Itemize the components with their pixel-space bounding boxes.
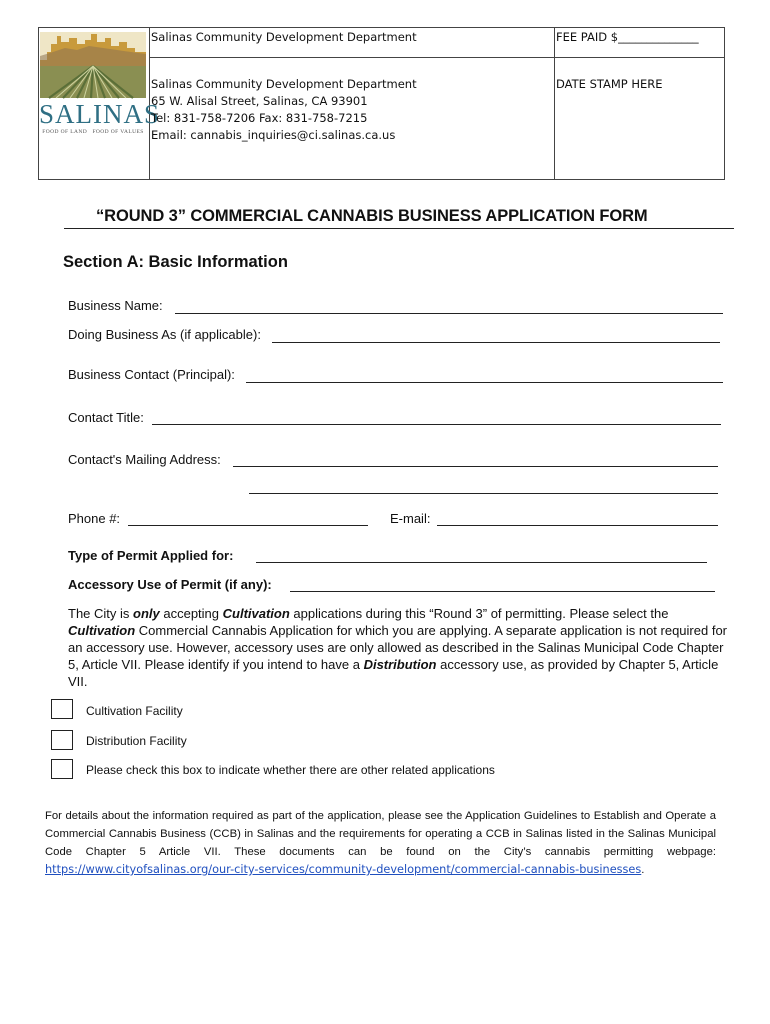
- mailing-address-input[interactable]: [233, 466, 718, 467]
- section-a-heading: Section A: Basic Information: [63, 253, 288, 271]
- dept-title: Salinas Community Development Department: [151, 30, 417, 44]
- business-name-input[interactable]: [175, 313, 723, 314]
- fee-paid: FEE PAID $______________: [556, 30, 699, 44]
- address-email: Email: cannabis_inquiries@ci.salinas.ca.us: [151, 128, 396, 142]
- logo-wordmark: SALINAS: [39, 99, 161, 129]
- business-name-label: Business Name:: [68, 298, 163, 313]
- address-street: 65 W. Alisal Street, Salinas, CA 93901: [151, 94, 368, 108]
- mailing-address-input-line2[interactable]: [249, 493, 718, 494]
- email-input[interactable]: [437, 525, 718, 526]
- footer-end: .: [641, 864, 645, 876]
- footer-text: For details about the information required as part of the application, please see the Application Guidelines to Establish and Operate a Commercial Cannabis Business (CCB) in Salinas and the requirements for operating a CCB in Salinas listed in the Salinas Municipal Code Chapter 5 Article VII. These documents can be found on the City’s cannabis permitting webpage:: [45, 810, 716, 858]
- permit-type-input[interactable]: [256, 562, 707, 563]
- cultivation-facility-checkbox[interactable]: [51, 699, 73, 719]
- header-divider-row: [149, 57, 725, 58]
- email-label: E-mail:: [390, 511, 431, 526]
- address-phones: Tel: 831-758-7206 Fax: 831-758-7215: [151, 111, 368, 125]
- phone-label: Phone #:: [68, 511, 121, 526]
- instructions-text-5: accessory use, as provided by Chapter 5, Article VII.: [68, 657, 719, 689]
- instructions-paragraph: [68, 605, 730, 690]
- instructions-emphasis-distribution: Distribution: [363, 657, 437, 672]
- instructions-emphasis-cultivation: Cultivation: [222, 606, 290, 621]
- dba-input[interactable]: [272, 342, 720, 343]
- instructions-text-4: Commercial Cannabis Application for which you are applying. A separate application is not required for an accessory use. However, accessory uses are only allowed as described in the Salinas Municipal Code Chapter 5, Article VII. Please identify if you intend to have a: [68, 623, 728, 672]
- form-title: “ROUND 3” COMMERCIAL CANNABIS BUSINESS APPLICATION FORM: [96, 207, 648, 225]
- cultivation-facility-label: Cultivation Facility: [86, 704, 183, 718]
- instructions-emphasis-cultivation-2: Cultivation: [68, 623, 136, 638]
- permit-type-label: Type of Permit Applied for:: [68, 548, 234, 563]
- instructions-text-2: accepting: [159, 606, 223, 621]
- address-name: Salinas Community Development Department: [151, 77, 417, 91]
- mailing-address-label: Contact's Mailing Address:: [68, 452, 221, 467]
- accessory-use-label: Accessory Use of Permit (if any):: [68, 577, 272, 592]
- cannabis-permitting-webpage-link[interactable]: https://www.cityofsalinas.org/our-city-services/community-development/commercial-cannabis-businesses: [45, 863, 642, 876]
- instructions-text-1: The City is: [68, 606, 134, 621]
- distribution-facility-checkbox[interactable]: [51, 730, 73, 750]
- related-applications-checkbox[interactable]: [51, 759, 73, 779]
- footer-details-paragraph: [45, 807, 716, 879]
- distribution-facility-label: Distribution Facility: [86, 734, 187, 748]
- business-contact-label: Business Contact (Principal):: [68, 367, 235, 382]
- title-rule: [64, 228, 734, 229]
- dept-address-block: [151, 76, 417, 144]
- dba-label: Doing Business As (if applicable):: [68, 327, 261, 342]
- contact-title-label: Contact Title:: [68, 410, 144, 425]
- instructions-emphasis-only: only: [133, 606, 160, 621]
- salinas-logo: [39, 30, 161, 140]
- instructions-text-3: applications during this “Round 3” of permitting. Please select the: [289, 606, 669, 621]
- accessory-use-input[interactable]: [290, 591, 715, 592]
- contact-title-input[interactable]: [152, 424, 721, 425]
- phone-input[interactable]: [128, 525, 368, 526]
- header-divider-right: [554, 27, 555, 180]
- date-stamp: DATE STAMP HERE: [556, 77, 663, 91]
- business-contact-input[interactable]: [246, 382, 723, 383]
- related-applications-label: Please check this box to indicate whether there are other related applications: [86, 763, 495, 777]
- logo-tagline: FOOD OF LAND FOOD OF VALUES: [42, 129, 144, 135]
